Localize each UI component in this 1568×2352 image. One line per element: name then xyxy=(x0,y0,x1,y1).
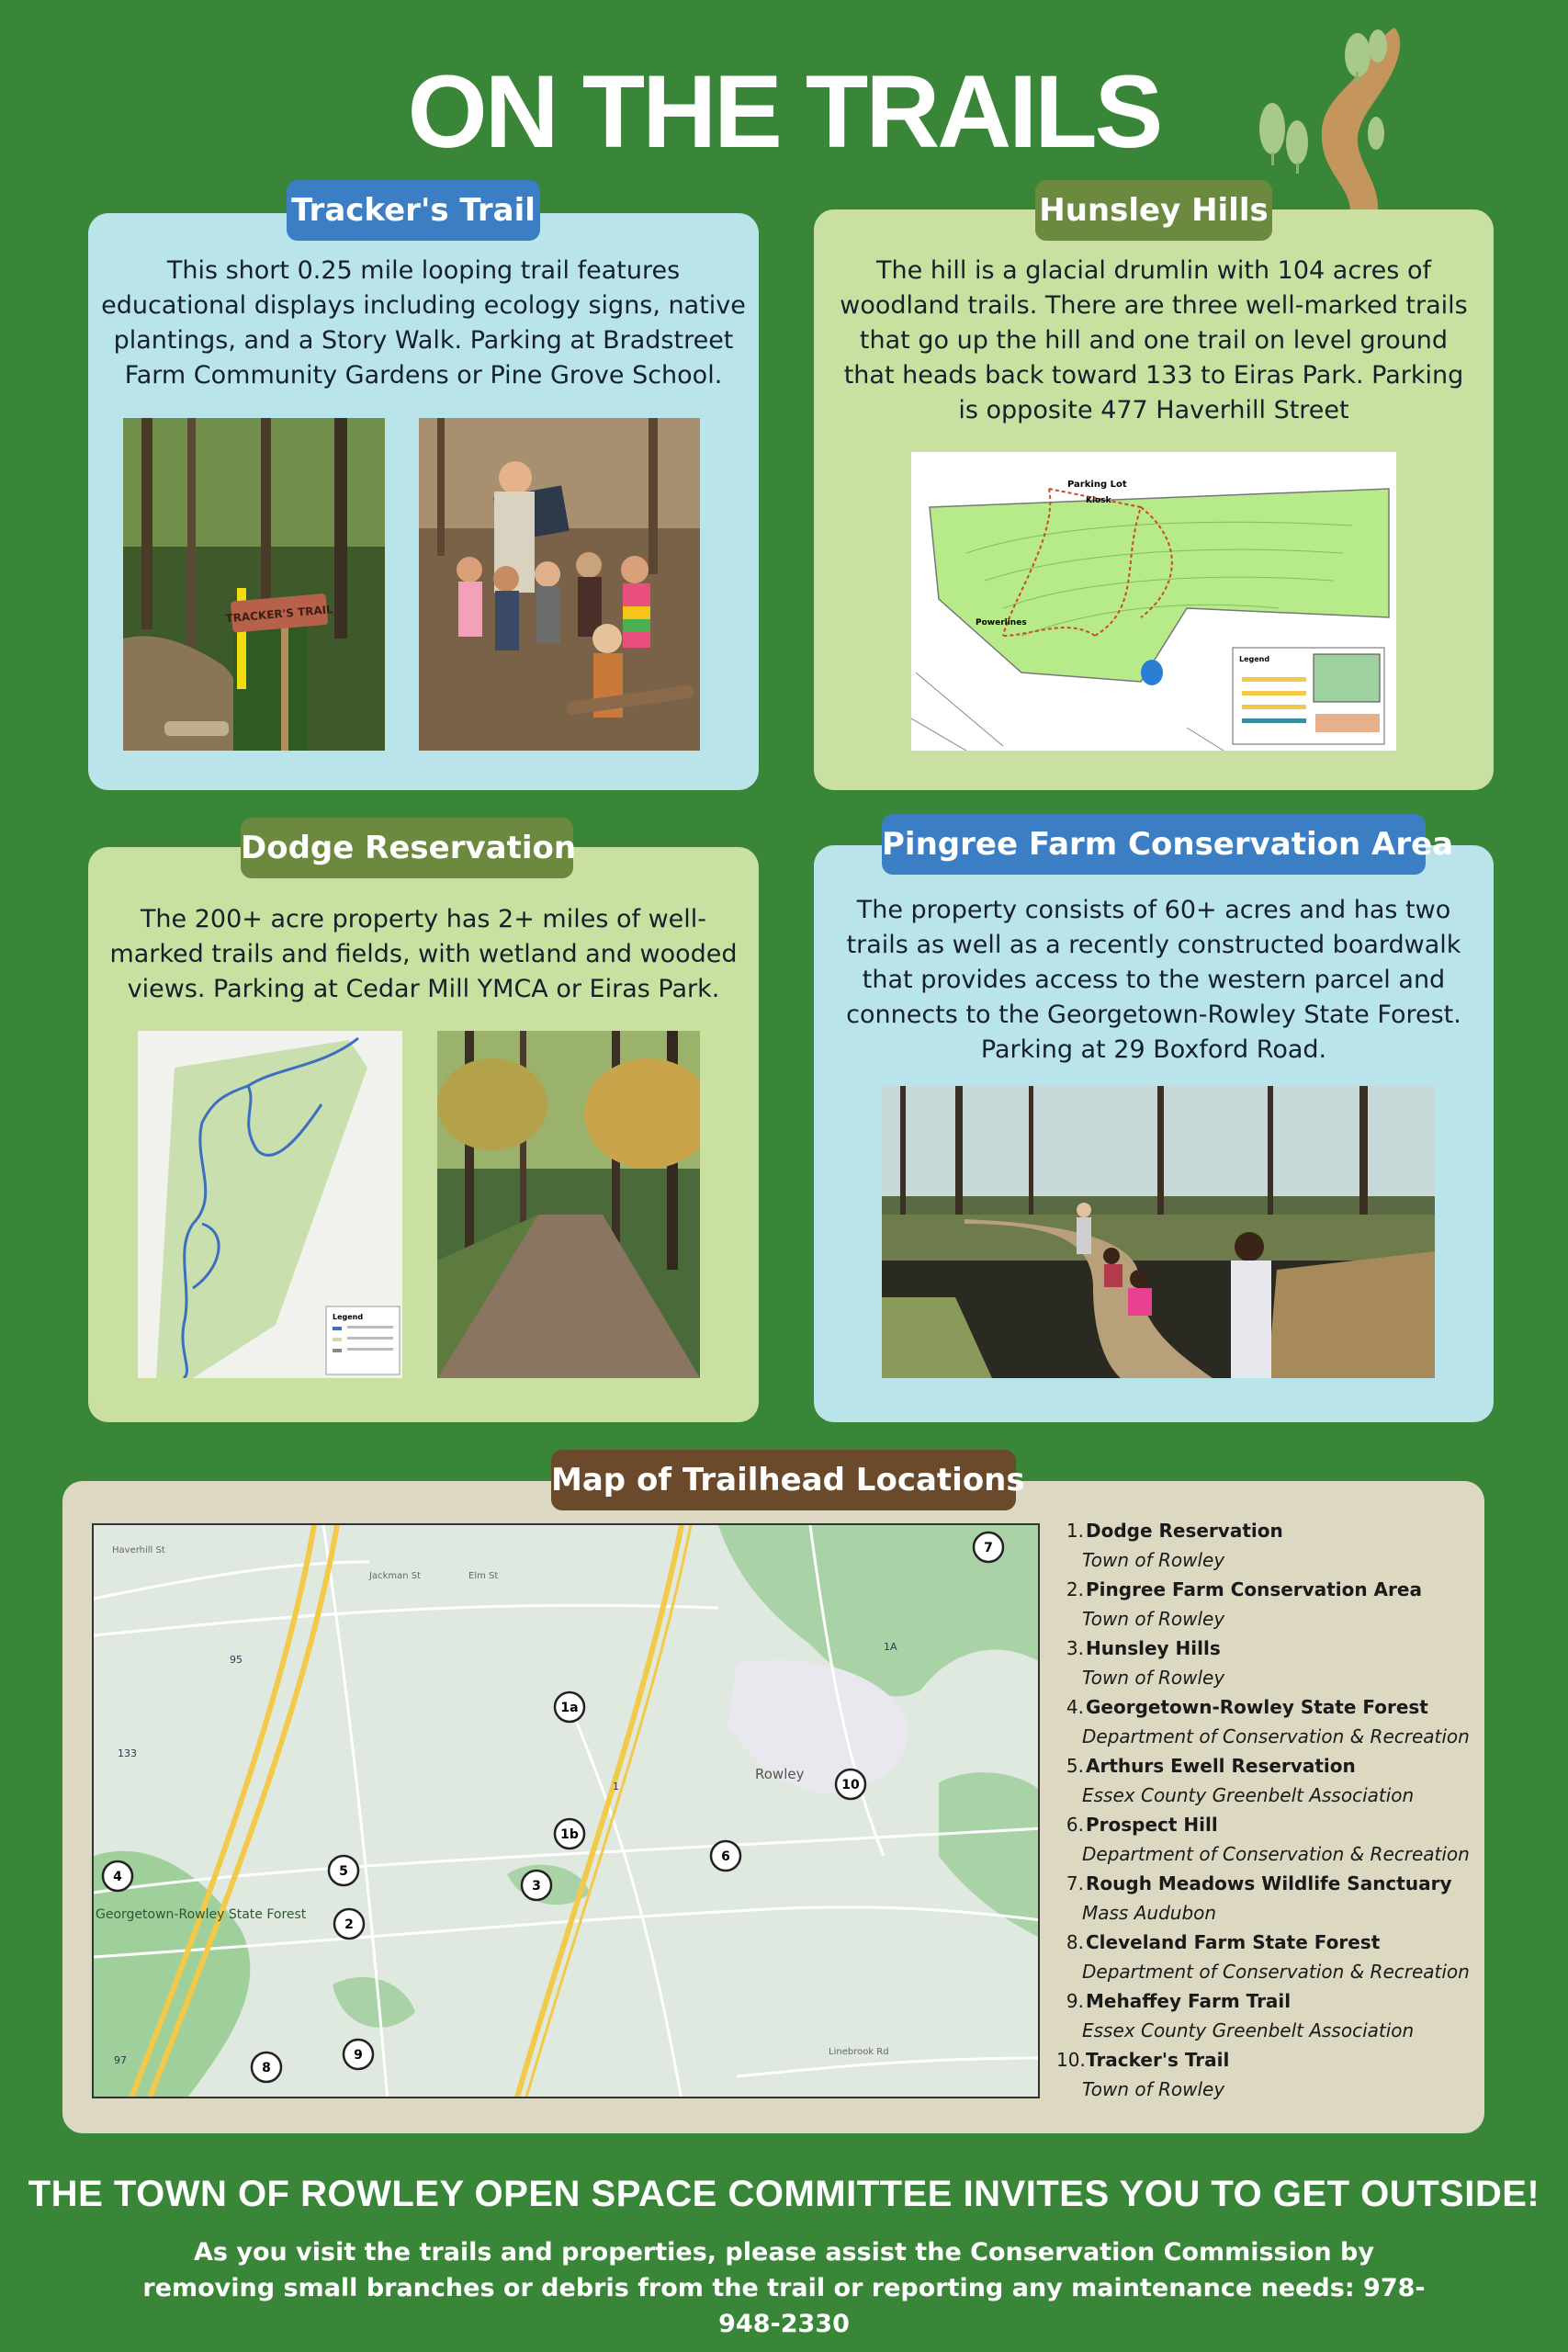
legend-owner: Town of Rowley xyxy=(1082,2078,1225,2100)
powerlines-label: Powerlines xyxy=(976,618,1027,628)
dodge-reservation-description: The 200+ acre property has 2+ miles of well-marked trails and fields, with wetland and wooded views. Parking at Cedar Mill YMCA or Eiras Park. xyxy=(109,905,738,1003)
legend-owner: Town of Rowley xyxy=(1082,1549,1225,1571)
map-marker-1a[interactable] xyxy=(555,1692,584,1722)
footer-text: As you visit the trails and properties, please assist the Conservation Commission by removing small branches or debris from the trail or reporting any maintenance needs: 978-948-2330 xyxy=(142,2238,1426,2338)
list-item: 5. Arthurs Ewell Reservation Essex County Greenbelt Association xyxy=(1056,1751,1479,1810)
svg-text:1a: 1a xyxy=(560,1701,579,1715)
legend-name: Hunsley Hills xyxy=(1086,1637,1221,1659)
svg-text:5: 5 xyxy=(339,1864,348,1879)
svg-text:10: 10 xyxy=(841,1778,860,1792)
hunsley-hills-map xyxy=(911,452,1396,751)
kiosk-label: Kiosk xyxy=(1086,496,1111,505)
map-marker-5[interactable] xyxy=(329,1856,358,1885)
legend-owner: Town of Rowley xyxy=(1082,1667,1225,1689)
svg-text:1b: 1b xyxy=(560,1827,579,1842)
legend-owner: Essex County Greenbelt Association xyxy=(1082,2019,1415,2041)
map-place-rowley: Rowley xyxy=(755,1766,805,1782)
pingree-farm-label: Pingree Farm Conservation Area xyxy=(882,814,1426,875)
map-road-jackman: Jackman St xyxy=(369,1571,422,1581)
legend-owner: Department of Conservation & Recreation xyxy=(1082,1961,1470,1983)
svg-text:9: 9 xyxy=(354,2048,363,2063)
list-item: 8. Cleveland Farm State Forest Department of Conservation & Recreation xyxy=(1056,1928,1479,1986)
svg-text:3: 3 xyxy=(532,1879,541,1894)
svg-text:8: 8 xyxy=(262,2061,271,2075)
legend-name: Tracker's Trail xyxy=(1086,2049,1230,2071)
map-marker-4[interactable] xyxy=(103,1861,132,1891)
legend-name: Arthurs Ewell Reservation xyxy=(1086,1755,1356,1777)
dodge-legend-title: Legend xyxy=(333,1313,364,1321)
trailhead-map[interactable] xyxy=(92,1523,1040,2098)
map-marker-7[interactable] xyxy=(974,1532,1003,1562)
list-item: 2. Pingree Farm Conservation Area Town of Rowley xyxy=(1056,1575,1479,1634)
svg-text:7: 7 xyxy=(984,1541,993,1555)
svg-text:2: 2 xyxy=(344,1917,354,1932)
legend-name: Dodge Reservation xyxy=(1086,1520,1283,1542)
page-title: ON THE TRAILS xyxy=(407,54,1161,169)
map-place-state-forest: Georgetown-Rowley State Forest xyxy=(96,1907,307,1922)
trail-sign-photo xyxy=(123,418,385,751)
wooded-path-photo xyxy=(437,1031,700,1378)
map-road-95: 95 xyxy=(230,1654,243,1666)
legend-name: Cleveland Farm State Forest xyxy=(1086,1931,1381,1953)
footer-headline: THE TOWN OF ROWLEY OPEN SPACE COMMITTEE INVITES YOU TO GET OUTSIDE! xyxy=(28,2174,1540,2214)
legend-name: Pingree Farm Conservation Area xyxy=(1086,1578,1422,1600)
dodge-reservation-map xyxy=(138,1031,402,1378)
map-road-97: 97 xyxy=(114,2054,127,2066)
trailhead-legend xyxy=(1056,1516,1479,2104)
legend-name: Georgetown-Rowley State Forest xyxy=(1086,1696,1428,1718)
map-road-133: 133 xyxy=(118,1747,137,1759)
map-marker-8[interactable] xyxy=(252,2052,281,2082)
map-marker-10[interactable] xyxy=(836,1770,865,1799)
map-road-elm: Elm St xyxy=(468,1571,499,1581)
hunsley-hills-description: The hill is a glacial drumlin with 104 acres of woodland trails. There are three well-marked trails that go up the hill and one trail on level ground that heads back toward 133 to Eiras Park. Parking is opposite 477 Haverhill Street xyxy=(840,256,1468,424)
trackers-trail-label: Tracker's Trail xyxy=(287,180,540,241)
map-road-linebrook: Linebrook Rd xyxy=(829,2047,889,2057)
list-item: 4. Georgetown-Rowley State Forest Department of Conservation & Recreation xyxy=(1056,1692,1479,1751)
legend-name: Prospect Hill xyxy=(1086,1814,1218,1836)
list-item: 10. Tracker's Trail Town of Rowley xyxy=(1056,2045,1479,2104)
map-road-1a: 1A xyxy=(884,1641,897,1653)
map-marker-2[interactable] xyxy=(334,1909,364,1939)
trackers-trail-description: This short 0.25 mile looping trail features educational displays including ecology signs, native plantings, and a Story Walk. Parking at Bradstreet Farm Community Gardens or Pine Grove School. xyxy=(101,256,746,390)
legend-owner: Town of Rowley xyxy=(1082,1608,1225,1630)
legend-owner: Mass Audubon xyxy=(1082,1902,1217,1924)
legend-name: Rough Meadows Wildlife Sanctuary xyxy=(1086,1872,1452,1894)
dodge-reservation-label: Dodge Reservation xyxy=(241,818,573,878)
map-marker-3[interactable] xyxy=(522,1871,551,1900)
children-photo xyxy=(419,418,700,751)
legend-owner: Essex County Greenbelt Association xyxy=(1082,1784,1415,1806)
boardwalk-photo xyxy=(882,1086,1435,1378)
legend-owner: Department of Conservation & Recreation xyxy=(1082,1725,1470,1747)
pingree-farm-description: The property consists of 60+ acres and has two trails as well as a recently constructed boardwalk that provides access to the western parcel and connects to the Georgetown-Rowley State Forest. Parking at 29 Boxford Road. xyxy=(846,896,1461,1064)
svg-text:4: 4 xyxy=(113,1870,122,1884)
parking-lot-label: Parking Lot xyxy=(1067,480,1127,490)
svg-text:6: 6 xyxy=(721,1849,730,1864)
map-road-haverhill: Haverhill St xyxy=(112,1545,165,1555)
legend-owner: Department of Conservation & Recreation xyxy=(1082,1843,1470,1865)
list-item: 6. Prospect Hill Department of Conservation & Recreation xyxy=(1056,1810,1479,1869)
trail-sign-text: TRACKER'S TRAIL xyxy=(224,603,334,626)
map-marker-9[interactable] xyxy=(344,2040,373,2069)
hunsley-hills-label: Hunsley Hills xyxy=(1035,180,1272,241)
map-marker-6[interactable] xyxy=(711,1841,740,1871)
list-item: 1. Dodge Reservation Town of Rowley xyxy=(1056,1516,1479,1575)
map-road-1: 1 xyxy=(613,1781,619,1792)
legend-name: Mehaffey Farm Trail xyxy=(1086,1990,1292,2012)
list-item: 3. Hunsley Hills Town of Rowley xyxy=(1056,1634,1479,1692)
map-marker-1b[interactable] xyxy=(555,1819,584,1849)
hunsley-legend-title: Legend xyxy=(1239,655,1270,663)
trailhead-map-label: Map of Trailhead Locations xyxy=(551,1450,1016,1510)
list-item: 9. Mehaffey Farm Trail Essex County Greenbelt Association xyxy=(1056,1986,1479,2045)
list-item: 7. Rough Meadows Wildlife Sanctuary Mass Audubon xyxy=(1056,1869,1479,1928)
